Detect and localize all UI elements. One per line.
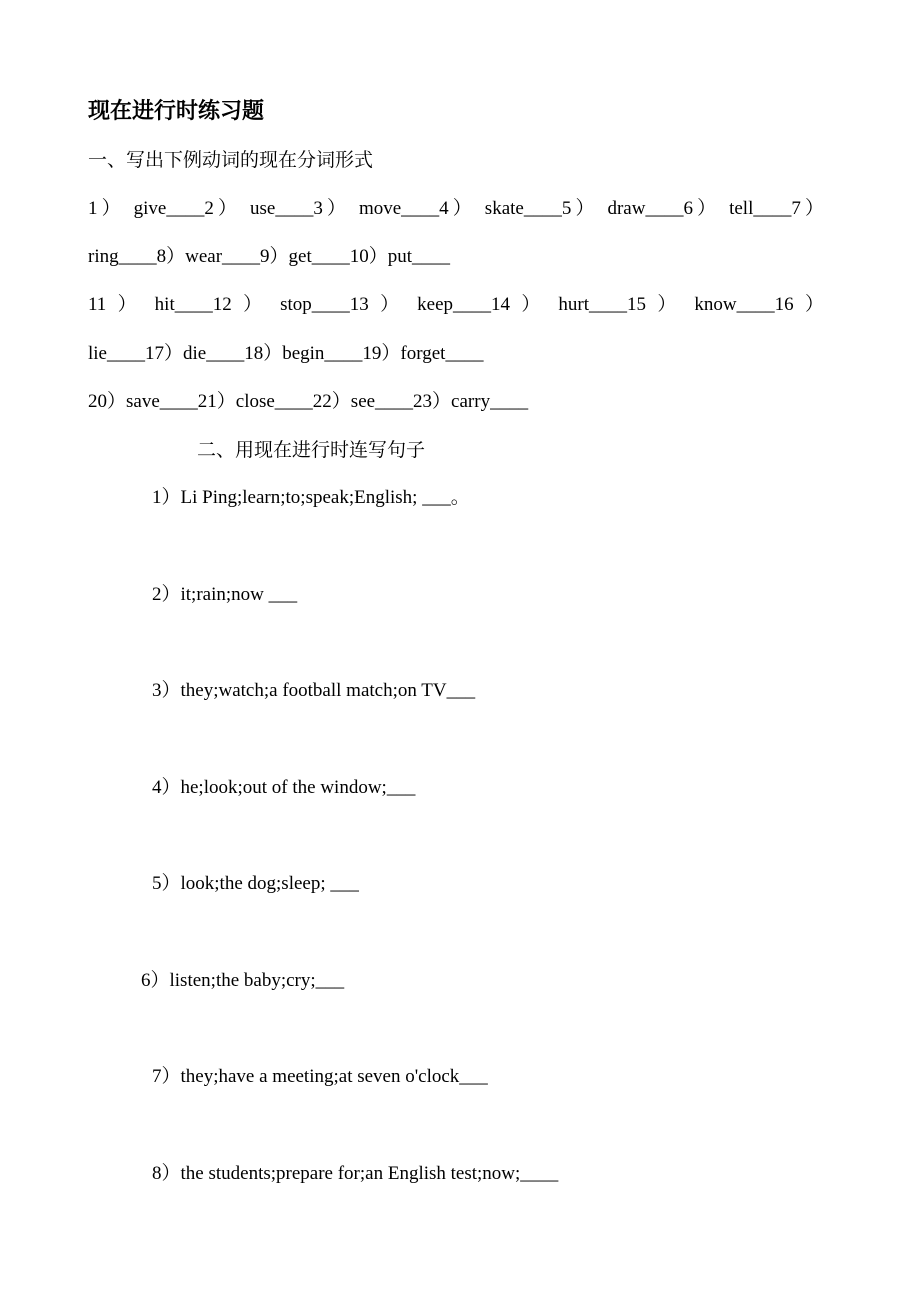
sentence-item: 7）they;have a meeting;at seven o'clock___: [152, 1066, 488, 1087]
sentence-item: 8）the students;prepare for;an English test;now;____: [152, 1163, 559, 1184]
sentence-item: 3）they;watch;a football match;on TV___: [152, 680, 476, 701]
verb-line: 11 ） hit____12 ） stop____13 ） keep____14 ） hurt____15 ） know____16 ）: [88, 294, 824, 315]
page-title: 现在进行时练习题: [88, 99, 265, 124]
part2-heading: 二、用现在进行时连写句子: [197, 439, 426, 461]
verb-line: 1） give____2） use____3） move____4） skate____5） draw____6） tell____7）: [88, 198, 824, 219]
verb-line: ring____8）wear____9）get____10）put____: [88, 246, 451, 267]
part1-heading: 一、写出下例动词的现在分词形式: [88, 149, 374, 171]
sentence-item: 6）listen;the baby;cry;___: [141, 970, 345, 991]
sentence-item: 1）Li Ping;learn;to;speak;English; ___。: [152, 487, 470, 508]
sentence-item: 2）it;rain;now ___: [152, 584, 298, 605]
verb-line: 20）save____21）close____22）see____23）carry____: [88, 391, 529, 412]
verb-line: lie____17）die____18）begin____19）forget____: [88, 343, 484, 364]
sentence-item: 5）look;the dog;sleep; ___: [152, 873, 359, 894]
sentence-item: 4）he;look;out of the window;___: [152, 777, 416, 798]
